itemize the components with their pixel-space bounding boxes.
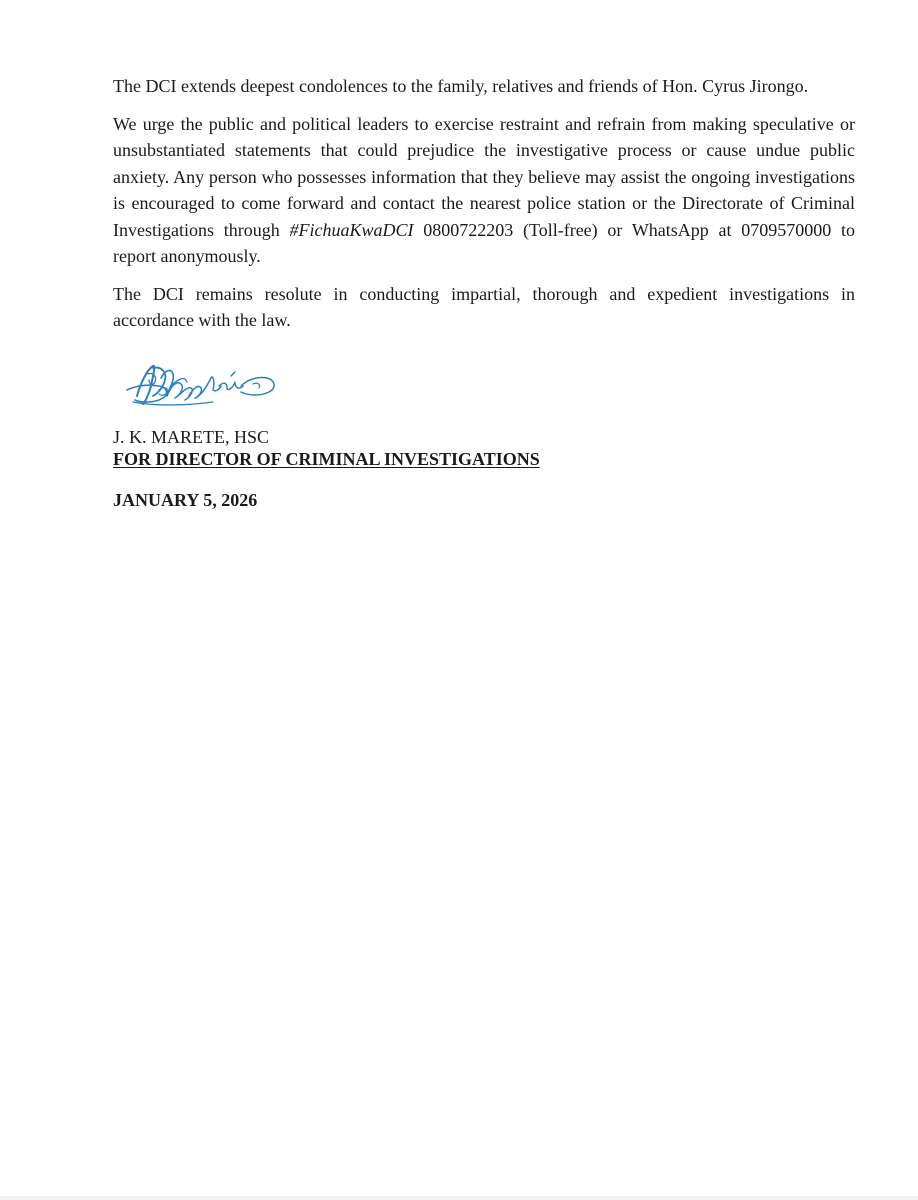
hashtag: #FichuaKwaDCI (289, 219, 414, 240)
appeal-contact-text: 0800722203 (Toll-free) or WhatsApp at 0709570000 to report anonymously. (113, 219, 856, 266)
appeal-text: We urge the public and political leaders to exercise restraint and refrain from making speculative or unsubstantiated statements that could prejudice the investigative process or cause undue public anxiety. Any person who possesses information that they believe may assist the ongoing investigations is encouraged to come forward and contact the nearest police station or the Directorate of Criminal Investigations through (113, 113, 855, 240)
letter-body (113, 73, 855, 512)
condolence-text: The DCI extends deepest condolences to the family, relatives and friends of Hon. Cyrus Jirongo. (113, 76, 809, 96)
signatory-block (113, 426, 855, 470)
condolence-paragraph (113, 73, 855, 100)
page-bottom-edge (0, 1196, 918, 1200)
document-date: JANUARY 5, 2026 (113, 489, 258, 510)
resolve-text: The DCI remains resolute in conducting impartial, thorough and expedient investigations in accordance with the law. (113, 283, 855, 330)
resolve-paragraph (113, 281, 855, 334)
appeal-paragraph (113, 111, 855, 270)
signer-title: FOR DIRECTOR OF CRIMINAL INVESTIGATIONS (113, 448, 540, 469)
signer-name: J. K. MARETE, HSC (113, 426, 270, 447)
signature-image (123, 356, 283, 414)
